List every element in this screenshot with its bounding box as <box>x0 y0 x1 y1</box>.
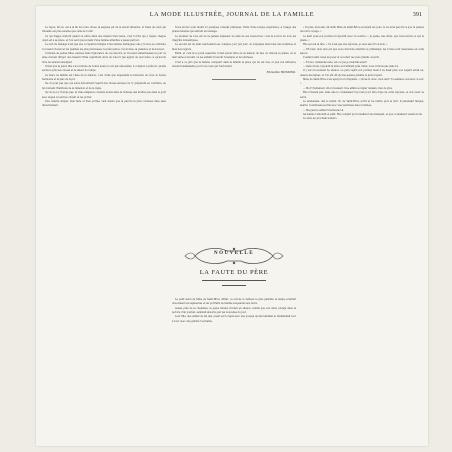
paragraph: Enfin, et c'est là le point essentiel, il faut savoir faire de sa maison un lieu où chacun se plaise, où le mari aime à revenir, où les enfants trouvent l'exemple et la tendresse. <box>172 52 296 60</box>
story-kicker: NOUVELLE <box>213 251 255 256</box>
paragraph: Le petit salon de Mme de Saint-Brice offrait, ce soir-là, le tableau le plus paisible; la lampe éclairait doucement les tapisseries et les portraits de famille suspendus aux murs. <box>172 298 296 306</box>
paragraph: L'enfant avait cessé de jouer et écoutait, les yeux grands ouverts. <box>303 56 380 60</box>
paragraph: Elle n'insista pas; mais elle le connaissait trop bien pour être dupe de cette réponse, et son cœur se serra. <box>300 91 424 99</box>
paragraph: Le premier de tous est de ne jamais dépenser au delà de ses ressources; c'est la source de tous les chagrins domestiques. <box>172 34 296 43</box>
paragraph: — Moi? Nullement, dit-il vivement. Une affaire à régler demain, rien de plus. <box>303 86 393 90</box>
column-middle-bottom <box>172 298 296 440</box>
paragraph: La suite au prochain numéro. <box>303 117 338 121</box>
paragraph: Ne croyons pas que ces soins détournent l'esprit des choses élevées; ils l'y préparent au contraire, en lui donnant l'habitude de la réflexion et de la règle. <box>42 82 166 90</box>
column-middle-top <box>172 26 296 240</box>
ornament-frame-icon <box>175 246 293 266</box>
paragraph: Ce qui frappe d'abord quand on entre dans une maison bien tenue, c'est l'ordre qui y règne; chaque objet est à sa place, et l'on sent que la main d'une femme attentive a passé partout. <box>42 34 166 43</box>
paragraph: Qu'on ne s'y trompe pas: la vraie élégance consiste moins dans la richesse des étoffes que dans le goût avec lequel on sait les choisir et les porter. <box>42 91 166 99</box>
author-signature: Emmeline RAYMOND. <box>266 71 296 75</box>
paragraph: Le lendemain, dès le matin, M. de Saint-Brice sortit et ne rentra qu'à la nuit. Il paraissait fatigué, abattu; il embrassa sa fille avec une tendresse inaccoutumée. <box>300 99 424 108</box>
page-header <box>36 11 428 21</box>
paragraph: Assise près de la cheminée, la jeune femme brodait en silence, tandis que son mari, plongé dans la lecture d'un journal, semblait absorbé par les nouvelles du jour. <box>172 306 296 315</box>
paragraph: Il faut que la jeune fille s'accoutume de bonne heure à voir par elle-même, à compter, à prévoir; qu'elle sache le prix des choses et la valeur du temps. <box>42 65 166 73</box>
paragraph: — Eh bien, mon avis est que nous devrions attendre le printemps; les routes sont mauvaises en cette saison. <box>300 47 424 56</box>
paragraph: Mme de Saint-Brice s'en aperçut et s'inquiéta. « Qu'as-tu donc, mon ami? Tu sembles soucieux ce soir. » <box>300 78 424 86</box>
journal-title: LA MODE ILLUSTRÉE, JOURNAL DE LA FAMILLE <box>149 11 315 18</box>
page-number: 391 <box>412 11 422 18</box>
paragraph: Le repos, dit-on, est à la fin de toute chose; la sagesse est de le savoir attendre, et l'âme de celui qui travaille est plus sereine que celle de l'oisif. <box>42 26 166 34</box>
paragraph: « Voyons, mon ami, dit enfin Mme de Saint-Brice en levant les yeux, tu ne m'as pas dit ce que tu penses de notre voyage. » <box>300 26 424 34</box>
paragraph: C'est à ce prix que la femme conquiert dans la famille la place qui lui est due, et que son influence devient bienfaisante pour tous ceux qui l'entourent. <box>172 60 296 69</box>
paragraph: Leur fille, une enfant de dix ans, jouait sur le tapis avec une poupée qu'elle habillait et déshabillait tour à tour, avec une gravité touchante. <box>172 315 296 323</box>
story-title: LA FAUTE DU PÈRE <box>199 269 269 276</box>
paragraph: Il y eut un moment de silence. Le père reprit son journal, mais il ne lisait plus; son regard errait au-dessus des lignes, et l'on eût dit qu'une pensée pénible le préoccupait. <box>300 69 424 77</box>
story-banner <box>175 246 293 266</box>
paragraph: Le mari posa son journal et répondit avec un sourire: « Je pense, ma chère, que nous ferons ce qui te plaira. » <box>300 34 424 43</box>
paragraph: Le soin du ménage n'est pas une occupation indigne d'une femme distinguée; elle y trouve au contraire l'occasion d'exercer les qualités les plus précieuses: la prévoyance, l'économie, la patience et la douceur. <box>42 43 166 51</box>
paragraph: — Ma pauvre enfant! murmura-t-il. <box>303 108 344 112</box>
paragraph: Le second est de tenir exactement ses comptes, jour par jour; on s'épargne ainsi bien des surprises et bien des regrets. <box>172 43 296 51</box>
paragraph: Sa femme l'entendit et pâlit. Elle comprit qu'un malheur les menaçait, et que ce malheur venait de lui. <box>303 112 423 116</box>
paragraph: Une toilette simple, bien faite et bien portée, vaut mieux que la parure la plus coûteuse mise sans discernement. <box>42 99 166 108</box>
column-right <box>300 26 424 440</box>
paragraph: Nous avons voulu réunir ici quelques conseils pratiques, fruits d'une longue expérience, à l'usage des jeunes femmes qui entrent en ménage. <box>172 26 296 34</box>
column-left <box>42 26 166 440</box>
paragraph: La mère de famille est l'âme de la maison; c'est d'elle que dépendent le bien-être de tous, la bonne harmonie et la paix du foyer. <box>42 73 166 82</box>
paragraph: Combien de jeunes filles, élevées dans l'ignorance de ces devoirs, se trouvent embarrassées le jour où elles doivent diriger une maison! Elles regrettent alors de n'avoir pas appris de leur mère ce qu'aucun livre ne saurait enseigner. <box>42 52 166 64</box>
paragraph: — Et moi, demanda-t-elle, est-ce que je viendrai aussi? <box>303 60 367 64</box>
paragraph: — Sans doute, répondit la mère en l'attirant près d'elle; nous n'irions pas sans toi. <box>303 65 399 69</box>
newspaper-page <box>36 6 428 446</box>
section-divider <box>212 79 256 80</box>
paragraph: Elle secoua la tête. « Ce n'est pas une réponse; je veux savoir ton avis. » <box>303 43 388 47</box>
title-rule <box>202 280 266 281</box>
title-rule-short <box>222 285 246 286</box>
